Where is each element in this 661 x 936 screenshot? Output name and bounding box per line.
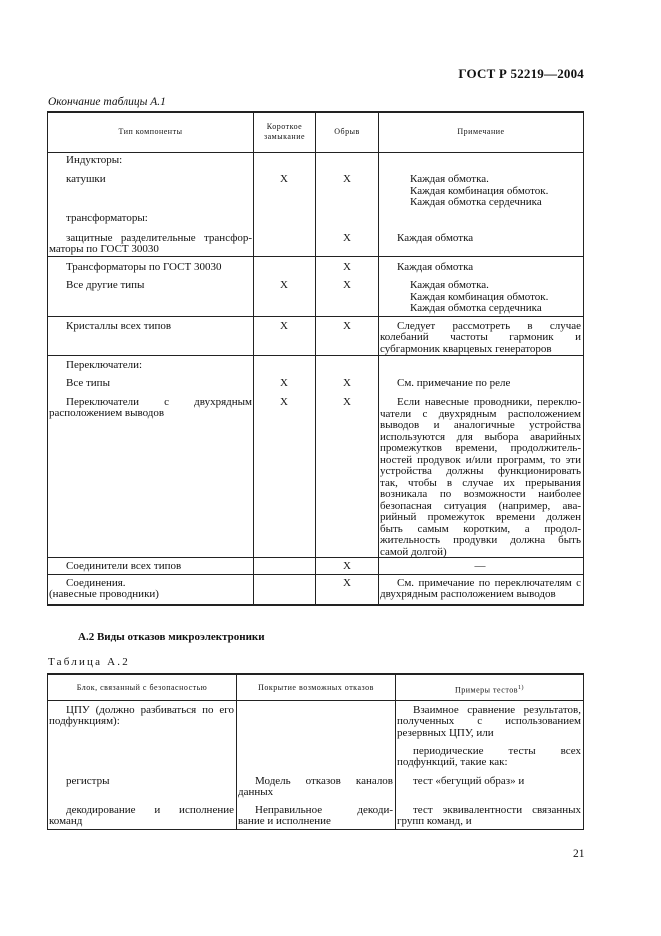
section-title: А.2 Виды отказов микроэлектроники [78,631,265,643]
test-line: полученных с использованием [397,715,581,727]
table-a1-border-left [47,111,48,606]
cell-switches-dual-note-cont [380,409,581,559]
column-header-short-circuit [254,122,315,142]
row-label-coils: катушки [66,173,106,185]
column-header-safety-block: Блок, связанный с безопасностью [76,683,208,692]
document-header: ГОСТ Р 52219—2004 [458,66,584,81]
label-line: защитные разделительные трансфор- [66,232,252,244]
cell-cpu-test-cont [397,716,581,739]
cell-decode-coverage-cont: вание и исполнение [238,815,331,827]
table-a1-col-divider [315,111,316,606]
coverage-line: Неправильное декоди- [255,804,393,816]
note-line: См. примечание по переключателям с [397,577,581,589]
row-label-switches-dual-cont: расположением выводов [49,407,165,419]
table-a2-border-top [47,673,584,675]
row-label-crystals: Кристаллы всех типов [66,320,172,332]
note-line: возникала по возможности наиболее [380,488,581,500]
note-line: выводов и аналогичные устройства [380,419,581,431]
cell-switches-all-open: X [343,377,351,389]
row-label-inductors: Индукторы: [66,154,123,166]
row-label-transformers-gost: Трансформаторы по ГОСТ 30030 [66,261,222,273]
test-line: тест эквивалентности связанных [413,804,581,816]
note-line: чатели с двухрядным расположением [380,407,581,420]
cell-protective-note: Каждая обмотка [397,232,474,244]
note-line: самой долгой) [380,545,447,558]
note-line: Каждая обмотка. [410,279,489,291]
cell-transformers-gost-open: X [343,261,351,273]
cell-switches-dual-short: X [280,396,288,408]
table-a2-col-divider [395,673,396,830]
page-number: 21 [573,848,585,860]
column-header-test-examples-text: Примеры тестов [454,685,518,695]
cell-protective-open: X [343,232,351,244]
cell-other-short: X [280,279,288,291]
note-line: так, чтобы в случае их прерывания [380,476,581,489]
note-line: используются для выбора аварийных [380,430,581,443]
table-a2-col-divider [236,673,237,830]
table-a2-header-bottom [47,700,584,701]
row-label-transformers: трансформаторы: [66,212,148,224]
test-line: резервных ЦПУ, или [397,726,494,739]
cell-transformers-gost-note: Каждая обмотка [397,261,474,273]
note-line: жительность продувки должна быть [380,534,581,546]
table-a1-border-right [583,111,584,606]
cell-joints-open: X [343,577,351,589]
row-label-switches-all: Все типы [66,377,110,389]
table-a2-border-bottom [47,829,584,830]
row-label-decode-cont: команд [49,815,83,827]
table-a1-caption: Окончание таблицы А.1 [48,96,166,108]
table-a2-caption: Таблица А.2 [48,656,130,668]
note-line: промежутков времени, продолжитель- [380,442,581,454]
cell-switches-all-note: См. примечание по реле [397,377,511,389]
label-line: Переключатели с двухрядным [66,396,252,408]
note-line: ностей продувок и/или программ, то эти [380,453,581,466]
row-label-switches: Переключатели: [66,359,143,371]
footnote-marker: 1) [518,685,524,691]
row-label-protective-transformers-cont: маторы по ГОСТ 30030 [49,243,159,255]
note-line: безопасная ситуация (например, ава- [380,499,581,512]
cell-coils-short: X [280,173,288,185]
cell-connectors-note: — [474,560,486,572]
cell-registers-coverage [255,776,393,788]
note-line: Каждая обмотка. [410,173,489,185]
note-line: Каждая обмотка сердечника [410,196,542,208]
row-label-connectors: Соединители всех типов [66,560,182,572]
note-line: Каждая обмотка сердечника [410,302,542,314]
row-label-cpu-cont: подфункциям): [49,715,120,727]
test-line: Взаимное сравнение результатов, [413,704,581,716]
row-label-registers: регистры [66,775,110,787]
note-line: быть самым коротким, а продол- [380,522,581,535]
note-line: рийный промежуток времени должен [380,511,581,523]
column-header-component-type: Тип компоненты [118,127,183,136]
note-line: Если навесные проводники, переклю- [397,396,581,408]
test-line: периодические тесты всех [413,745,581,757]
note-line: субгармоник кварцевых генераторов [380,342,552,355]
cell-coils-note [410,174,548,209]
cell-other-note [410,280,548,315]
column-header-test-examples [396,683,583,696]
column-header-note: Примечание [457,127,505,136]
note-line: колебаний частоты гармоник и [380,331,581,343]
note-line: Каждая комбинация обмоток. [410,290,549,303]
cell-other-open: X [343,279,351,291]
cell-connectors-open: X [343,560,351,572]
cell-decode-test-cont: групп команд, и [397,815,472,827]
row-label-joints: Соединения. [66,577,126,589]
cell-registers-test: тест «бегущий образ» и [413,775,525,787]
table-a1-col-divider [378,111,379,606]
note-line: Следует рассмотреть в случае [397,320,581,332]
column-header-short-circuit-line2: замыкание [263,132,306,141]
cell-switches-dual-open: X [343,396,351,408]
note-line: устройства должны функционировать [380,465,581,477]
table-a2-border-right [583,673,584,830]
cell-coils-open: X [343,173,351,185]
column-header-open-circuit: Обрыв [334,127,360,136]
cell-crystals-short: X [280,320,288,332]
cell-switches-dual-note [397,397,581,409]
row-label-other-types: Все другие типы [66,279,145,291]
table-a1-col-divider [253,111,254,606]
cell-switches-all-short: X [280,377,288,389]
cell-registers-coverage-cont: данных [238,786,274,798]
column-header-fault-coverage: Покрытие возможных отказов [258,683,374,692]
row-label-joints-cont: (навесные проводники) [49,588,159,600]
cell-crystals-open: X [343,320,351,332]
table-a2-border-left [47,673,48,830]
cell-crystals-note-cont [380,332,581,355]
coverage-line: Модель отказов каналов [255,775,393,787]
column-header-short-circuit-line1: Короткое [266,122,303,131]
cell-joints-note-cont: двухрядным расположением выводов [380,588,556,600]
note-line: Каждая комбинация обмоток. [410,184,549,197]
label-line: декодирование и исполнение [66,804,234,816]
row-label-decode [66,805,234,817]
label-line: ЦПУ (должно разбиваться по его [66,704,234,716]
cell-periodic-test-cont: подфункций, такие как: [397,756,508,768]
